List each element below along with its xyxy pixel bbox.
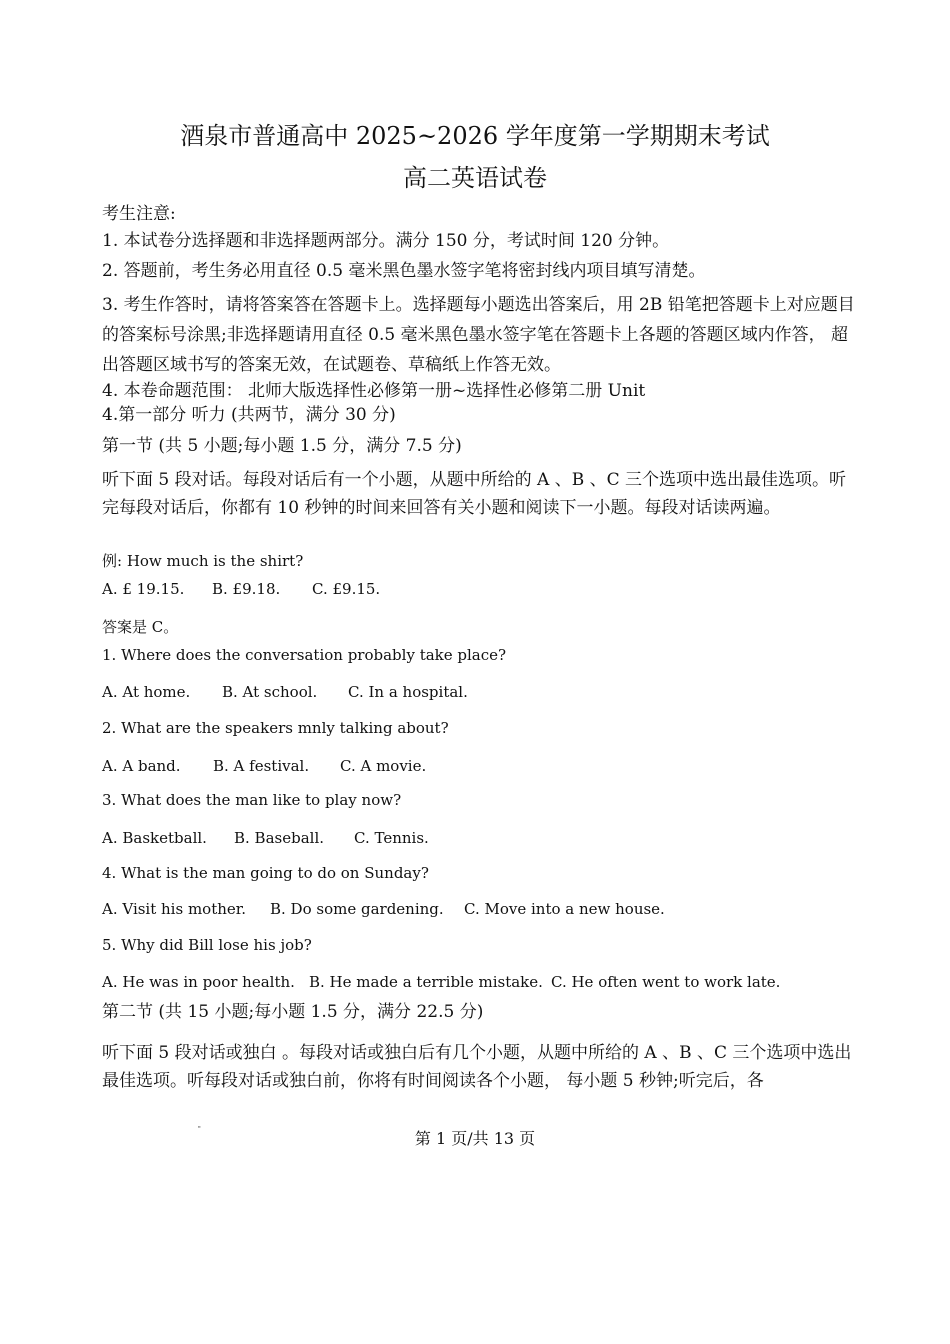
example-answer: 答案是 C。	[102, 618, 179, 636]
exam-subtitle: 高二英语试卷	[403, 164, 547, 192]
notice-item-4: 4. 本卷命题范围： 北师大版选择性必修第一册~选择性必修第二册 Unit	[102, 381, 646, 401]
example-option-a: A. £ 19.15.	[102, 580, 185, 598]
question-1: 1. Where does the conversation probably take place?	[102, 646, 507, 664]
question-1-option-b: B. At school.	[222, 683, 318, 701]
question-3: 3. What does the man like to play now?	[102, 791, 402, 809]
notice-item-3: 3. 考生作答时，请将答案答在答题卡上。选择题每小题选出答案后，用 2B 铅笔把答题卡上对应题目的答案标号涂黑;非选择题请用直径 0.5 毫米黑色墨水签字笔在答题卡上各题的答题区域内作答， 超出答题区域书写的答案无效，在试题卷、草稿纸上作答无效。	[102, 295, 855, 375]
question-1-option-c: C. In a hospital.	[348, 683, 468, 701]
notice-item-2: 2. 答题前，考生务必用直径 0.5 毫米黑色墨水签字笔将密封线内项目填写清楚。	[102, 261, 706, 281]
part1-heading: 4.第一部分 听力 (共两节，满分 30 分)	[102, 405, 396, 425]
question-1-option-a: A. At home.	[102, 683, 191, 701]
question-2: 2. What are the speakers mnly talking about?	[102, 719, 449, 737]
page-number: 第 1 页/共 13 页	[414, 1129, 536, 1148]
example-question: 例: How much is the shirt?	[102, 552, 304, 570]
question-4-option-c: C. Move into a new house.	[464, 900, 665, 918]
notice-heading: 考生注意:	[102, 204, 176, 224]
example-option-c: C. £9.15.	[312, 580, 381, 598]
question-3-option-a: A. Basketball.	[102, 829, 207, 847]
footer-mark: "	[198, 1126, 201, 1133]
example-option-b: B. £9.18.	[212, 580, 281, 598]
question-5-option-c: C. He often went to work late.	[551, 973, 781, 991]
question-5-option-b: B. He made a terrible mistake.	[309, 973, 543, 991]
question-4: 4. What is the man going to do on Sunday?	[102, 864, 429, 882]
question-5: 5. Why did Bill lose his job?	[102, 936, 312, 954]
question-2-option-b: B. A festival.	[213, 757, 310, 775]
question-4-option-b: B. Do some gardening.	[270, 900, 444, 918]
exam-title: 酒泉市普通高中 2025~2026 学年度第一学期期末考试	[180, 122, 770, 150]
section1-instructions: 听下面 5 段对话。每段对话后有一个小题，从题中所给的 A 、B 、C 三个选项中选出最佳选项。听完每段对话后，你都有 10 秒钟的时间来回答有关小题和阅读下一小题。每段对话读两遍。	[102, 470, 847, 518]
question-2-option-c: C. A movie.	[340, 757, 427, 775]
section2-instructions: 听下面 5 段对话或独白 。每段对话或独白后有几个小题，从题中所给的 A 、B 、C 三个选项中选出最佳选项。听每段对话或独白前，你将有时间阅读各个小题， 每小题 5 秒钟;听完后，各	[102, 1043, 852, 1091]
question-5-option-a: A. He was in poor health.	[102, 973, 295, 991]
section2-heading: 第二节 (共 15 小题;每小题 1.5 分，满分 22.5 分)	[102, 1002, 484, 1022]
question-3-option-b: B. Baseball.	[234, 829, 325, 847]
question-2-option-a: A. A band.	[102, 757, 181, 775]
question-4-option-a: A. Visit his mother.	[102, 900, 247, 918]
question-3-option-c: C. Tennis.	[354, 829, 429, 847]
notice-item-1: 1. 本试卷分选择题和非选择题两部分。满分 150 分，考试时间 120 分钟。	[102, 231, 670, 251]
section1-heading: 第一节 (共 5 小题;每小题 1.5 分，满分 7.5 分)	[102, 436, 462, 456]
